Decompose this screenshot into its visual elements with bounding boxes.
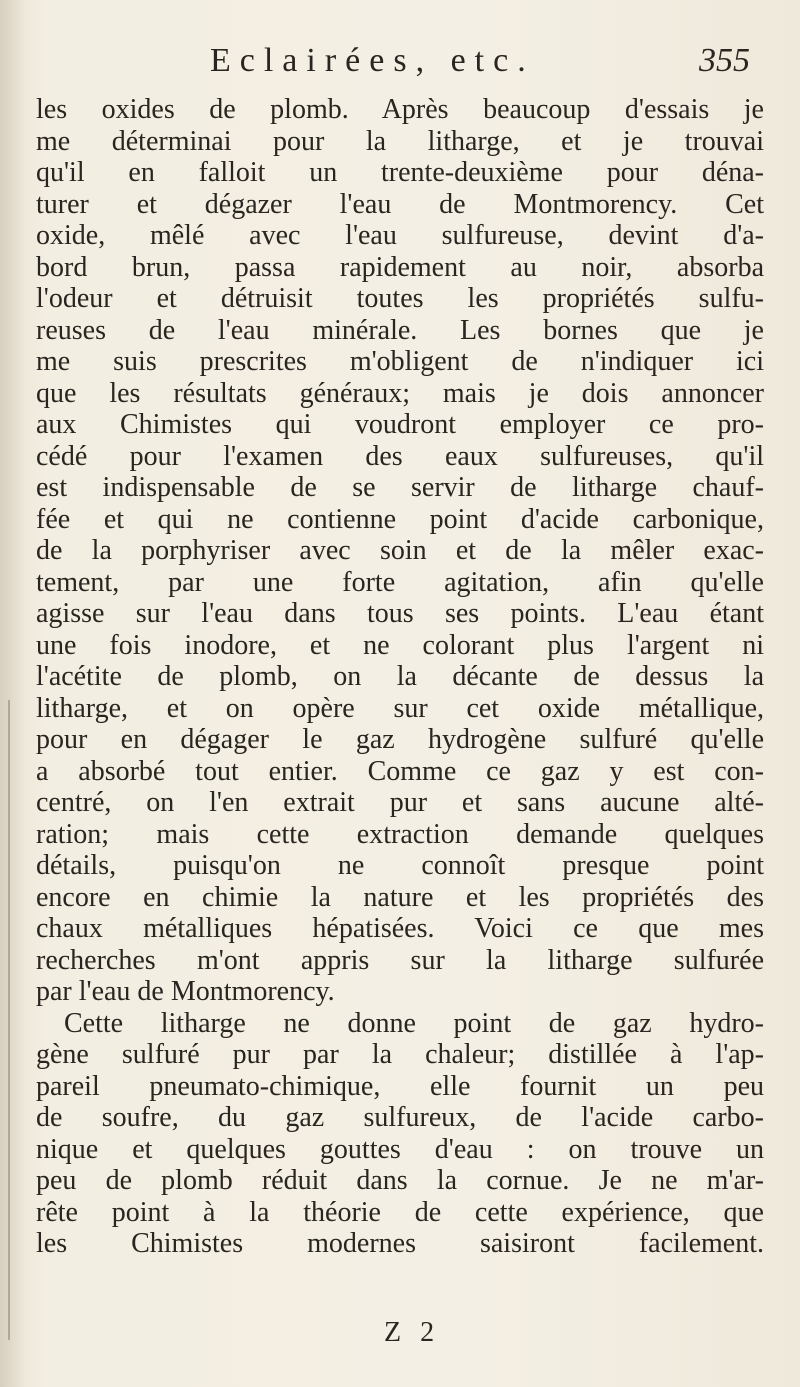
text-line: me déterminai pour la litharge, et je trouvai [36, 125, 764, 157]
text-line: fée et qui ne contienne point d'acide carbonique, [36, 503, 764, 535]
text-line: nique et quelques gouttes d'eau : on trouve un [36, 1133, 764, 1165]
text-line: qu'il en falloit un trente-deuxième pour déna- [36, 157, 764, 188]
text-line: l'acétite de plomb, on la décante de dessus la [36, 661, 764, 692]
text-line: une fois inodore, et ne colorant plus l'argent ni [36, 629, 764, 661]
text-line: bord brun, passa rapidement au noir, absorba [36, 251, 764, 283]
gutter-shadow [0, 0, 26, 1387]
gutter-fold-line [8, 700, 10, 1340]
text-line: reuses de l'eau minérale. Les bornes que je [36, 314, 764, 346]
body-text [36, 94, 764, 1260]
text-line: pareil pneumato-chimique, elle fournit un peu [36, 1070, 764, 1102]
text-line: détails, puisqu'on ne connoît presque point [36, 850, 764, 881]
text-line: gène sulfuré pur par la chaleur; distillée à l'ap- [36, 1039, 764, 1070]
text-line: recherches m'ont appris sur la litharge sulfurée [36, 944, 764, 976]
text-line: chaux métalliques hépatisées. Voici ce que mes [36, 913, 764, 944]
text-line: peu de plomb réduit dans la cornue. Je ne m'ar- [36, 1165, 764, 1196]
paragraph-start-line: Cette litharge ne donne point de gaz hydro- [64, 1007, 764, 1039]
text-line: l'odeur et détruisit toutes les propriétés sulfu- [36, 283, 764, 314]
page-header [210, 42, 750, 82]
text-line: oxide, mêlé avec l'eau sulfureuse, devint d'a- [36, 220, 764, 251]
text-line: rête point à la théorie de cette expérience, que [36, 1196, 764, 1228]
text-line: ration; mais cette extraction demande quelques [36, 818, 764, 850]
text-line: de la porphyriser avec soin et de la mêler exac- [36, 535, 764, 566]
text-line: centré, on l'en extrait pur et sans aucune alté- [36, 787, 764, 818]
text-line: que les résultats généraux; mais je dois annoncer [36, 377, 764, 409]
text-line: est indispensable de se servir de litharge chauf- [36, 472, 764, 503]
text-line: agisse sur l'eau dans tous ses points. L'eau étant [36, 598, 764, 629]
text-line: turer et dégazer l'eau de Montmorency. Cet [36, 188, 764, 220]
page-number: 355 [699, 42, 750, 79]
text-line: aux Chimistes qui voudront employer ce pro- [36, 409, 764, 440]
text-line: a absorbé tout entier. Comme ce gaz y est con- [36, 755, 764, 787]
text-line: pour en dégager le gaz hydrogène sulfuré qu'elle [36, 724, 764, 755]
text-line: tement, par une forte agitation, afin qu'elle [36, 566, 764, 598]
text-line: de soufre, du gaz sulfureux, de l'acide carbo- [36, 1102, 764, 1133]
paragraph-end-line: par l'eau de Montmorency. [36, 976, 335, 1007]
text-line: me suis prescrites m'obligent de n'indiquer ici [36, 346, 764, 377]
text-line: les Chimistes modernes saisiront facilement. [36, 1228, 764, 1259]
signature-mark: Z 2 [384, 1317, 441, 1348]
text-line: les oxides de plomb. Après beaucoup d'essais je [36, 94, 764, 125]
text-line: litharge, et on opère sur cet oxide métallique, [36, 692, 764, 724]
text-line: encore en chimie la nature et les propriétés des [36, 881, 764, 913]
running-title: Eclairées, etc. [210, 42, 535, 79]
text-line: cédé pour l'examen des eaux sulfureuses, qu'il [36, 440, 764, 472]
